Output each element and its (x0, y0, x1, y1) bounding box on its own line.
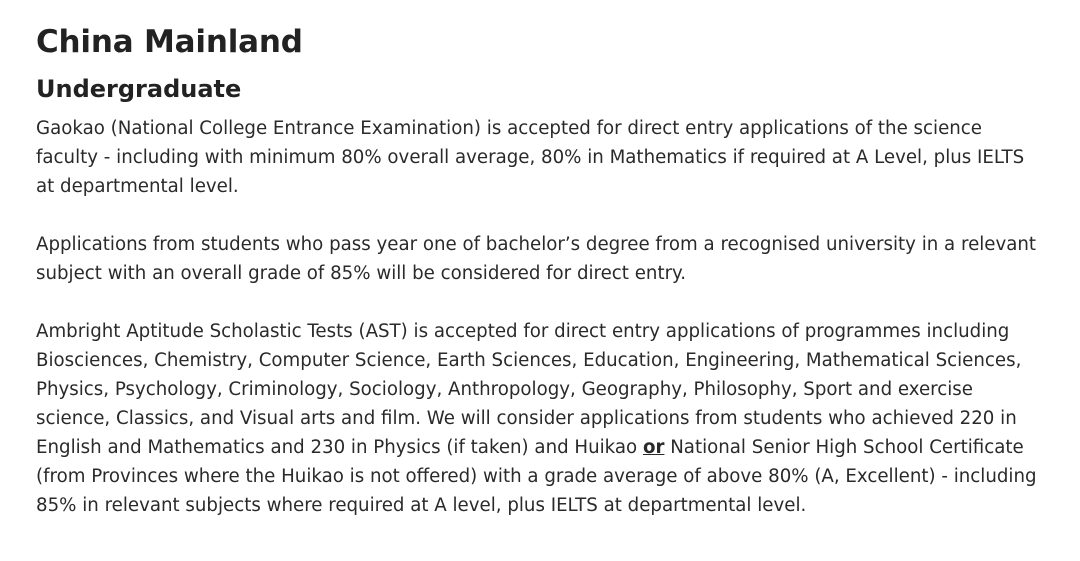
paragraph-gaokao: Gaokao (National College Entrance Examination) is accepted for direct entry applications of the science faculty - including with minimum 80% overall average, 80% in Mathematics if required at A Level, plus IELTS at departmental level. (36, 118, 1025, 197)
paragraph-ast-part1: Ambright Aptitude Scholastic Tests (AST) is accepted for direct entry applications of programmes including Biosciences, Chemistry, Computer Science, Earth Sciences, Education, Engineering, Mathematical Sciences, Physics, Psychology, Criminology, Sociology, Anthropology, Geography, Philosophy, Sport and exercise science, Classics, and Visual arts and film. We will consider applications from students who achieved 220 in English and Mathematics and 230 in Physics (if taken) and Huikao (36, 321, 1022, 458)
page-title: China Mainland (36, 24, 303, 60)
emphasis-or: or (642, 437, 665, 458)
paragraph-bachelors-year-one: Applications from students who pass year one of bachelor’s degree from a recognised university in a relevant subject with an overall grade of 85% will be considered for direct entry. (36, 234, 1037, 284)
paragraph-ast-part2: National Senior High School Certificate (from Provinces where the Huikao is not offered) with a grade average of above 80% (A, Excellent) - including 85% in relevant subjects where required at A level, plus IELTS at departmental level. (36, 437, 1037, 516)
paragraph-ast (36, 317, 1044, 520)
section-heading-undergraduate: Undergraduate (36, 75, 242, 103)
